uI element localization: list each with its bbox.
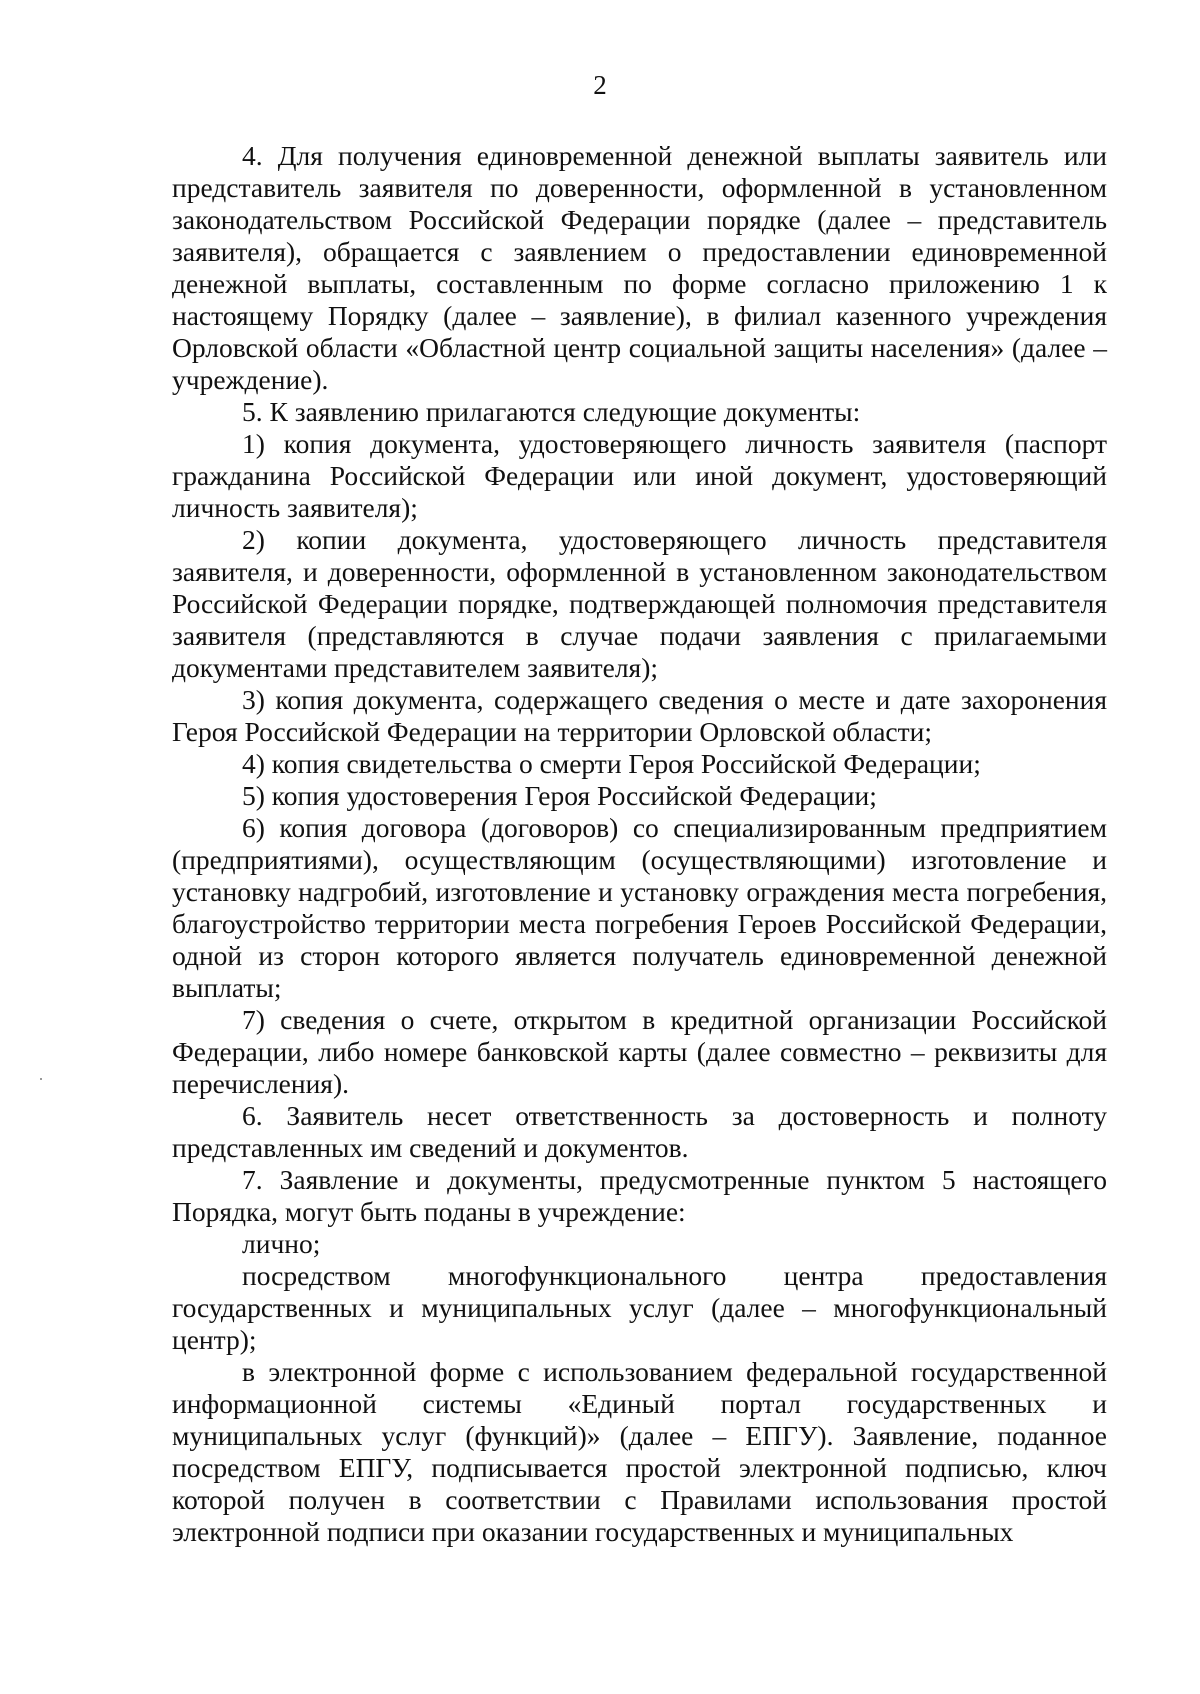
list-item-7-bank-details: 7) сведения о счете, открытом в кредитной организации Российской Федерации, либо номере банковской карты (далее совместно – реквизиты для перечисления). [172,1004,1107,1099]
paragraph-6-responsibility: 6. Заявитель несет ответственность за достоверность и полноту представленных им сведений и документов. [172,1100,1107,1163]
paragraph-7-submission: 7. Заявление и документы, предусмотренные пунктом 5 настоящего Порядка, могут быть поданы в учреждение: [172,1164,1107,1227]
submission-option-epgu: в электронной форме с использованием федеральной государственной информационной системы «Единый портал государственных и муниципальных услуг (функций)» (далее – ЕПГУ). Заявление, поданное посредством ЕПГУ, подписывается простой электронной подписью, ключ которой получен в соответствии с Правилами использования простой электронной подписи при оказании государственных и муниципальных [172,1356,1107,1547]
paragraph-4-application: 4. Для получения единовременной денежной выплаты заявитель или представитель заявителя по доверенности, оформленной в установленном законодательством Российской Федерации порядке (далее – представитель заявителя), обращается с заявлением о предоставлении единовременной денежной выплаты, составленным по форме согласно приложению 1 к настоящему Порядку (далее – заявление), в филиал казенного учреждения Орловской области «Областной центр социальной защиты населения» (далее – учреждение). [172,140,1107,395]
list-item-2-representative-docs: 2) копии документа, удостоверяющего личность представителя заявителя, и доверенности, оформленной в установленном законодательством Российской Федерации порядке, подтверждающей полномочия представителя заявителя (представляются в случае подачи заявления с прилагаемыми документами представителем заявителя); [172,524,1107,683]
submission-option-mfc: посредством многофункционального центра предоставления государственных и муниципальных услуг (далее – многофункциональный центр); [172,1260,1107,1355]
list-item-1-applicant-id: 1) копия документа, удостоверяющего личность заявителя (паспорт гражданина Российской Федерации или иной документ, удостоверяющий личность заявителя); [172,428,1107,523]
paragraph-5-documents-intro: 5. К заявлению прилагаются следующие документы: [242,396,861,427]
list-item-4-death-certificate: 4) копия свидетельства о смерти Героя Российской Федерации; [242,748,981,779]
list-item-5-hero-certificate: 5) копия удостоверения Героя Российской Федерации; [242,780,877,811]
scan-speck [40,1078,42,1080]
submission-option-in-person: лично; [242,1228,321,1259]
document-body [172,140,1107,1548]
page-number: 2 [593,70,607,100]
list-item-3-burial-info: 3) копия документа, содержащего сведения о месте и дате захоронения Героя Российской Федерации на территории Орловской области; [172,684,1107,747]
list-item-6-contract: 6) копия договора (договоров) со специализированным предприятием (предприятиями), осуществляющим (осуществляющими) изготовление и установку надгробий, изготовление и установку ограждения места погребения, благоустройство территории места погребения Героев Российской Федерации, одной из сторон которого является получатель единовременной денежной выплаты; [172,812,1107,1003]
